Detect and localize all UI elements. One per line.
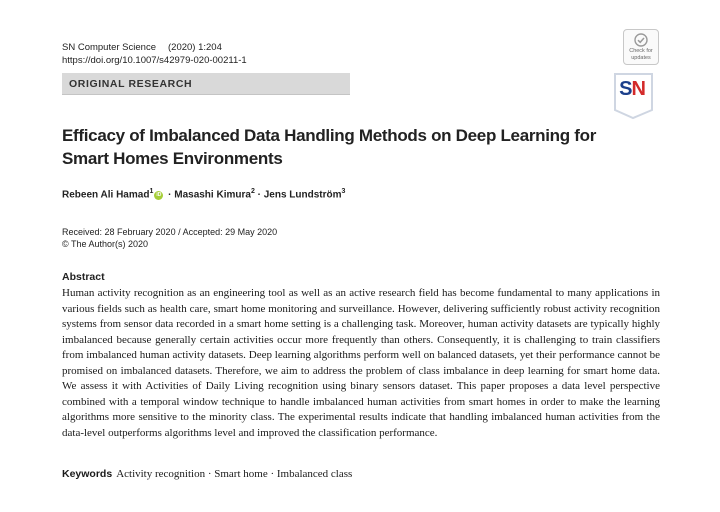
- author-list: [62, 188, 345, 200]
- journal-citation-line: [62, 41, 222, 54]
- abstract-text: Human activity recognition as an engineering tool as well as an active research field has become fundamental to many applications in various fields such as health care, smart home monitoring and surveillance. However, delivering sufficiently robust activity recognition systems from sensor data recorded in a smart home setting is a challenging task. Moreover, human activity datasets are typically highly imbalanced because generally certain activities occur more frequently than others. Consequently, it is challenging to train classifiers from imbalanced human activity datasets. Deep learning algorithms perform well on balanced datasets, yet their performance cannot be promised on imbalanced datasets. Therefore, we aim to address the problem of class imbalance in deep learning for smart home data. We assess it with Activities of Daily Living recognition using binary sensors dataset. This paper proposes a data level perspective combined with a temporal window technique to handle imbalanced human activities from smart homes in order to make the learning algorithms more sensitive to the minority class. The experimental results indicate that handling imbalanced human activities from the data-level outperforms algorithms level and improved the classification performance.: [62, 287, 660, 439]
- affiliation-number: 2: [250, 188, 255, 195]
- affiliation-number: 3: [341, 188, 346, 195]
- doi-link[interactable]: https://doi.org/10.1007/s42979-020-00211-1: [62, 55, 247, 66]
- abstract-heading: Abstract: [62, 271, 105, 283]
- publication-dates: [62, 226, 277, 250]
- author-separator: ·: [254, 189, 264, 201]
- sn-logo-s: S: [619, 78, 632, 100]
- author-name[interactable]: Jens Lundström: [263, 189, 342, 201]
- copyright-notice: © The Author(s) 2020: [62, 239, 149, 249]
- keywords-label: Keywords: [62, 468, 113, 480]
- journal-name: SN Computer Science: [62, 42, 156, 53]
- author-name[interactable]: Masashi Kimura: [174, 189, 251, 201]
- article-type-badge: ORIGINAL RESEARCH: [62, 73, 350, 95]
- received-accepted-dates: Received: 28 February 2020 / Accepted: 29 May 2020: [62, 227, 278, 237]
- check-for-updates-button[interactable]: [623, 29, 659, 65]
- citation: (2020) 1:204: [168, 42, 222, 53]
- keywords-line: [62, 467, 660, 482]
- orcid-icon[interactable]: iD: [156, 192, 162, 199]
- sn-logo-n: N: [631, 78, 645, 100]
- check-updates-icon: [634, 33, 648, 47]
- affiliation-number: 1: [149, 188, 154, 195]
- check-updates-label-1: Check for: [629, 48, 653, 54]
- sn-logo: [612, 72, 658, 120]
- check-updates-label-2: updates: [631, 55, 651, 61]
- paper-title: Efficacy of Imbalanced Data Handling Methods on Deep Learning for Smart Homes Environments: [62, 126, 597, 168]
- sn-logo-text: [612, 78, 652, 101]
- author-name[interactable]: Rebeen Ali Hamad: [62, 189, 150, 201]
- author-separator: ·: [165, 189, 175, 201]
- keywords-values: Activity recognition · Smart home · Imbalanced class: [116, 468, 353, 480]
